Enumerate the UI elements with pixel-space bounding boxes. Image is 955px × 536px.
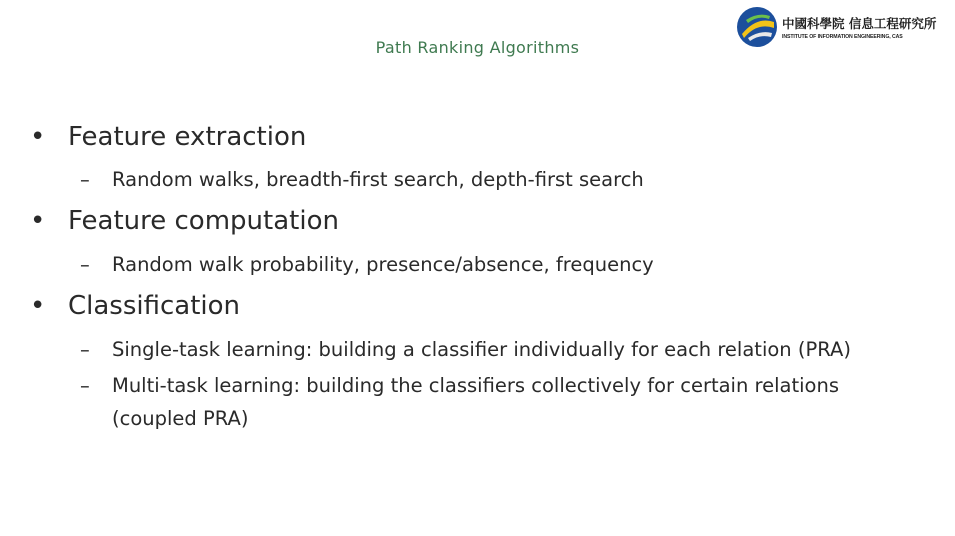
subbullet-label: Multi-task learning: building the classifiers collectively for certain relations (112, 374, 839, 397)
bullet-feature-computation (30, 206, 339, 236)
subbullet-classification-1 (80, 338, 851, 361)
subbullet-label: Random walk probability, presence/absence, frequency (112, 253, 654, 276)
subbullet-label: Random walks, breadth-first search, depth-first search (112, 168, 644, 191)
bullet-label: Classification (68, 291, 241, 321)
dash-icon: – (80, 168, 90, 191)
subbullet-label: Single-task learning: building a classifier individually for each relation (PRA) (112, 338, 851, 361)
slide-title: Path Ranking Algorithms (375, 38, 580, 57)
bullet-classification (30, 291, 240, 321)
dash-icon: – (80, 338, 90, 361)
subbullet-feature-computation-1 (80, 253, 654, 276)
institute-english-name: INSTITUTE OF INFORMATION ENGINEERING, CAS (782, 34, 903, 40)
dash-icon: – (80, 374, 90, 397)
bullet-icon: • (30, 291, 46, 321)
subbullet-classification-2-continued: (coupled PRA) (112, 407, 249, 430)
subbullet-feature-extraction-1 (80, 168, 644, 191)
bullet-label: Feature extraction (68, 122, 307, 152)
institute-chinese-name: 中國科學院 信息工程研究所 (782, 16, 937, 31)
bullet-feature-extraction (30, 122, 306, 152)
bullet-icon: • (30, 122, 46, 152)
subbullet-classification-2 (80, 374, 839, 397)
bullet-icon: • (30, 206, 46, 236)
dash-icon: – (80, 253, 90, 276)
bullet-label: Feature computation (68, 206, 339, 236)
